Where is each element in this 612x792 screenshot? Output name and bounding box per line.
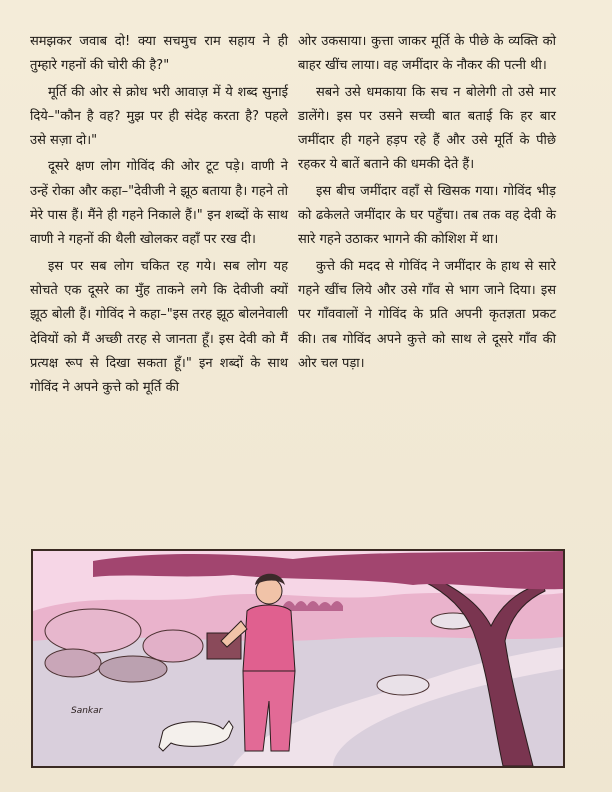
far-tree-line [283, 601, 343, 611]
paragraph: कुत्ते की मदद से गोविंद ने जमींदार के हाथ से सारे गहने खींच लिये और उसे गाँव से भाग जाने दिया। इस पर गाँववालों ने गोविंद के प्रति अपनी कृतज्ञता प्रकट की। तब गोविंद अपने कुत्ते को साथ ले दूसरे गाँव की ओर चल पड़ा। [298, 258, 556, 371]
paragraph: सबने उसे धमकाया कि सच न बोलेगी तो उसे मार डालेंगे। इस पर उसने सच्ची बात बताई कि हर बार जमींदार ही गहने हड़प रहे हैं और उसे मूर्ति के पीछे रहकर ये बातें बताने की धमकी देते हैं। [298, 84, 556, 173]
paragraph: इस पर सब लोग चकित रह गये। सब लोग यह सोचते एक दूसरे का मुँह ताकने लगे कि देवीजी क्यों झूठ बोली हैं। गोविंद ने कहा–"इस तरह झूठ बोलनेवाली देवियों को मैं अच्छी तरह से जानता हूँ। इस देवी को मैं प्रत्यक्ष रूप से दिखा सकता हूँ।" इन शब्दों के साथ गोविंद ने अपने कुत्ते को मूर्ति की [30, 258, 288, 396]
left-column [30, 30, 288, 402]
story-illustration [31, 549, 565, 768]
figure-shirt [243, 605, 295, 677]
paragraph: ओर उकसाया। कुत्ता जाकर मूर्ति के पीछे के व्यक्ति को बाहर खींच लाया। वह जमींदार के नौकर की पत्नी थी। [298, 34, 556, 74]
paragraph: इस बीच जमींदार वहाँ से खिसक गया। गोविंद भीड़ को ढकेलते जमींदार के घर पहुँचा। तब तक वह देवी के सारे गहने उठाकर भागने की कोशिश में था। [298, 183, 556, 248]
right-column [298, 30, 556, 378]
rock [45, 609, 141, 653]
paragraph: दूसरे क्षण लोग गोविंद की ओर टूट पड़े। वाणी ने उन्हें रोका और कहा–"देवीजी ने झूठ बताया है। गहने तो मेरे पास हैं। मैंने ही गहने निकाले हैं।" इन शब्दों के साथ वाणी ने गहनों की थैली खोलकर वहाँ पर रख दी। [30, 159, 288, 248]
rock [377, 675, 429, 695]
paragraph: मूर्ति की ओर से क्रोध भरी आवाज़ में ये शब्द सुनाई दिये–"कौन है वह? मुझ पर ही संदेह करता है? पहले उसे सज़ा दो।" [30, 84, 288, 149]
rock [143, 630, 203, 662]
illustration-svg [33, 551, 563, 766]
rock [45, 649, 101, 677]
artist-signature: Sankar [71, 706, 103, 716]
paragraph: समझकर जवाब दो! क्या सचमुच राम सहाय ने ही तुम्हारे गहनों की चोरी की है?" [30, 34, 288, 74]
